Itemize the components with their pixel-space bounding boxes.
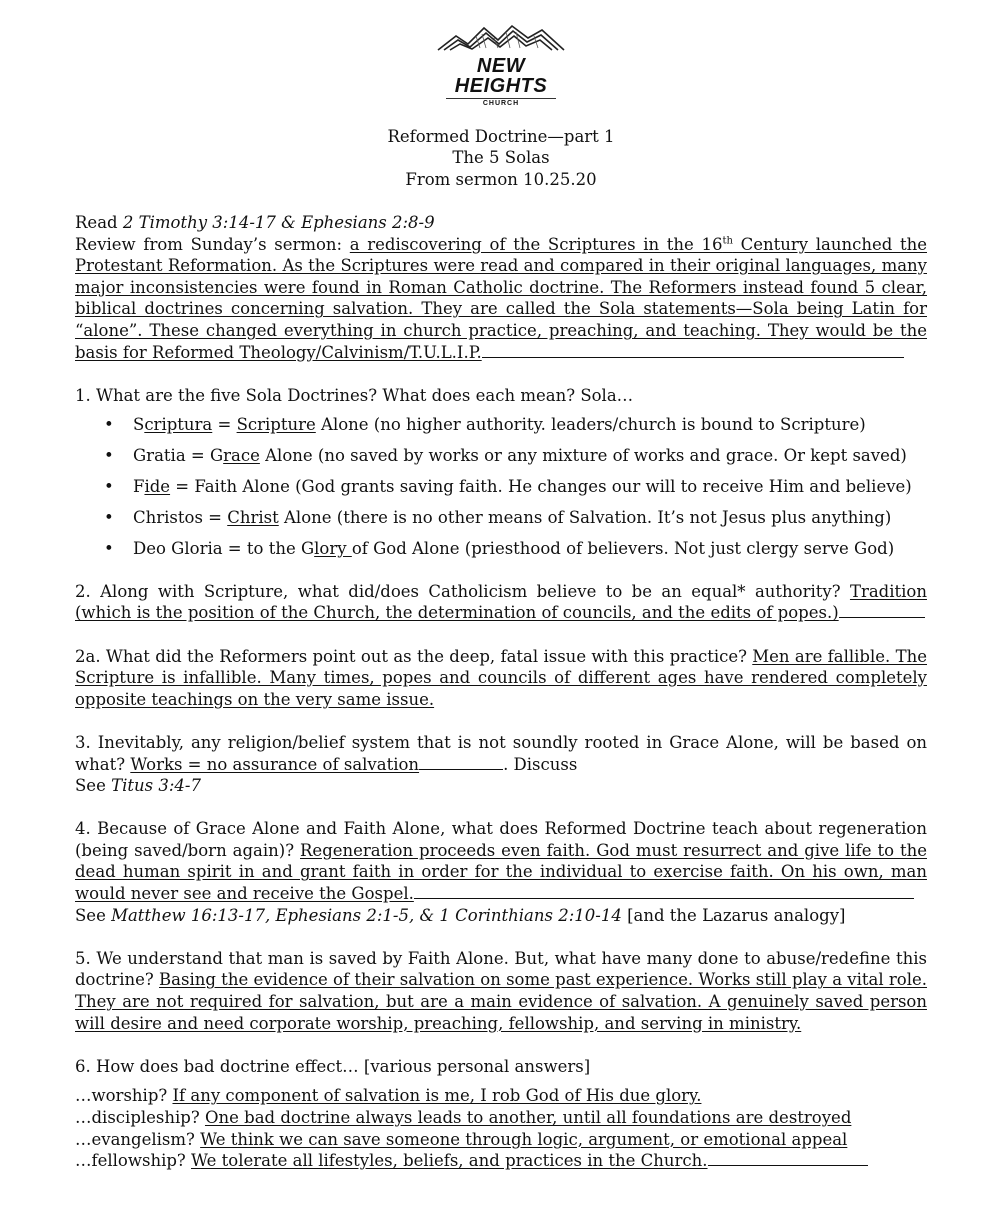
answer-blank [839,603,925,618]
question-2a: 2a. What did the Reformers point out as the deep, fatal issue with this practice? Men are fallible. The Scripture is infallible. Many times, popes and councils of different ages have rendered completely opposite teachings on the very same issue. [75,646,927,709]
question-4-see: See Matthew 16:13-17, Ephesians 2:1-5, & 1 Corinthians 2:10-14 [and the Lazarus analogy] [75,905,846,925]
answer-blank [414,884,914,899]
answer-2a: Men are fallible. The Scripture is infallible. Many times, popes and councils of different ages have rendered completely opposite teachings on the very same issue. [75,646,927,709]
list-item: • Scriptura = Scripture Alone (no higher authority. leaders/church is bound to Scripture) [133,414,927,436]
question-5: 5. We understand that man is saved by Faith Alone. But, what have many done to abuse/redefine this doctrine? Basing the evidence of their salvation on some past experience. Works still play a vital role. They are not required for salvation, but are a main evidence of salvation. A genuinely saved person will desire and need corporate worship, preaching, fellowship, and serving in ministry. [75,948,928,1033]
question-3: 3. Inevitably, any religion/belief system that is not soundly rooted in Grace Alone, will be based on what? Works = no assurance of salvation . Discuss [75,732,927,774]
answer-2: Tradition (which is the position of the Church, the determination of councils, and the edits of popes.) [75,581,927,623]
list-item: …discipleship? One bad doctrine always leads to another, until all foundations are destroyed [75,1108,852,1128]
list-item: • Deo Gloria = to the Glory of God Alone (priesthood of believers. Not just clergy serve God) [133,538,927,560]
answer-blank [419,755,503,770]
list-item: • Christos = Christ Alone (there is no other means of Salvation. It’s not Jesus plus anything) [133,507,927,529]
question-3-see: See Titus 3:4-7 [75,776,201,796]
answer-blank [708,1151,868,1166]
answer-3: Works = no assurance of salvation [130,754,420,774]
read-line: Read 2 Timothy 3:14-17 & Ephesians 2:8-9 [75,212,435,232]
document-header [75,126,927,191]
logo-subtitle: CHURCH [482,99,520,107]
sola-list [75,414,927,559]
question-4: 4. Because of Grace Alone and Faith Alone, what does Reformed Doctrine teach about regeneration (being saved/born again)? Regeneration proceeds even faith. God must resurrect and give life to the dead human spirit in and grant faith in order for the individual to exercise faith. On his own, man would never see and receive the Gospel. [75,819,927,904]
mountains-icon [436,22,566,52]
question-6: 6. How does bad doctrine effect… [various personal answers] [75,1056,591,1076]
document-date: From sermon 10.25.20 [405,169,597,189]
question-1: 1. What are the five Sola Doctrines? What does each mean? Sola… [75,385,634,405]
list-item: • Gratia = Grace Alone (no saved by works or any mixture of works and grace. Or kept saved) [133,445,927,467]
list-item: …evangelism? We think we can save someone through logic, argument, or emotional appeal [75,1129,848,1149]
church-logo [431,22,571,108]
list-item: …fellowship? We tolerate all lifestyles, beliefs, and practices in the Church. [75,1150,927,1172]
logo-wordmark: NEW HEIGHTS [454,54,548,97]
list-item: • Fide = Faith Alone (God grants saving faith. He changes our will to receive Him and believe) [133,476,927,498]
answer-blank [482,343,904,358]
read-refs: 2 Timothy 3:14-17 & Ephesians 2:8-9 [122,212,435,232]
list-item: …worship? If any component of salvation is me, I rob God of His due glory. [75,1086,702,1106]
answer-5: Basing the evidence of their salvation on some past experience. Works still play a vital role. They are not required for salvation, but are a main evidence of salvation. A genuinely saved person will desire and need corporate worship, preaching, fellowship, and serving in ministry. [75,970,928,1033]
document-title: Reformed Doctrine—part 1 [387,126,615,146]
worksheet-page [75,22,927,1172]
document-subtitle: The 5 Solas [452,148,550,168]
question-2: 2. Along with Scripture, what did/does Catholicism believe to be an equal* authority? Tradition (which is the position of the Church, the determination of councils, and the edits of popes.) [75,581,927,623]
review-paragraph: Review from Sunday’s sermon: a rediscovering of the Scriptures in the 16th Century launched the Protestant Reformation. As the Scriptures were read and compared in their original languages, many major inconsistencies were found in Roman Catholic doctrine. The Reformers instead found 5 clear, biblical doctrines concerning salvation. They are called the Sola statements—Sola being Latin for “alone”. These changed everything in church practice, preaching, and teaching. They would be the basis for Reformed Theology/Calvinism/T.U.L.I.P. [75,234,927,362]
review-answer: a rediscovering of the Scriptures in the 16th Century launched the Protestant Reformation. As the Scriptures were read and compared in their original languages, many major inconsistencies were found in Roman Catholic doctrine. The Reformers instead found 5 clear, biblical doctrines concerning salvation. They are called the Sola statements—Sola being Latin for “alone”. These changed everything in church practice, preaching, and teaching. They would be the basis for Reformed Theology/Calvinism/T.U.L.I.P. [75,234,927,362]
answer-4: Regeneration proceeds even faith. God must resurrect and give life to the dead human spirit in and grant faith in order for the individual to exercise faith. On his own, man would never see and receive the Gospel. [75,840,927,904]
